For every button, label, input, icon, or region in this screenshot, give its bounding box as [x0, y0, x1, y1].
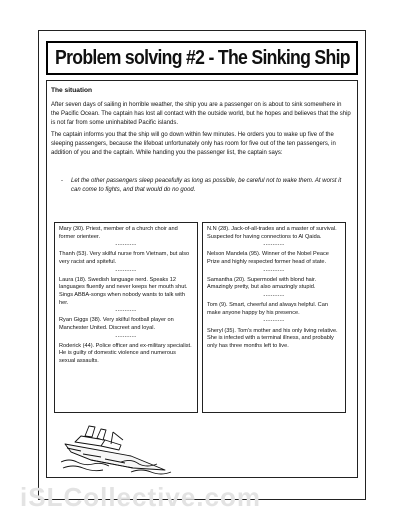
passenger-entry: Mary (30). Priest, member of a church choir and former orienteer.: [59, 226, 178, 240]
passenger-entry: Sheryl (35). Tom's mother and his only living relative. She is infected with a terminal illness, and probably only has three months left to live.: [207, 327, 338, 349]
passenger-entry: Ryan Giggs (38). Very skilful football player on Manchester United. Discreet and loyal.: [59, 317, 174, 331]
title-box: [46, 41, 358, 75]
section-heading: The situation: [51, 87, 93, 94]
watermark: iSLCollective.com: [20, 482, 261, 512]
situation-paragraph-2: The captain informs you that the ship will go down within few minutes. He orders you to wake up five of the sleeping passengers, because the lifeboat unfortunately only has room for five out of the ten passengers, in addition of you and the captain. While handing you the passenger list, the captain says:: [51, 132, 336, 156]
passenger-entry: Samantha (20). Supermodel with blond hair. Amazingly pretty, but also amazingly stupid.: [207, 276, 317, 291]
separator: ---------: [115, 242, 137, 249]
passenger-entry: Laura (18). Swedish language nerd. Speaks 12 languages fluently and never keeps her mouth shut. Sings ABBA-songs when nobody wants to talk with her.: [59, 276, 188, 306]
page-title: Problem solving #2 - The Sinking Ship: [54, 46, 350, 69]
passenger-entry: Tom (9). Smart, cheerful and always helpful. Can make anyone happy by his presence.: [207, 302, 328, 316]
passenger-entry: Thanh (53). Very skilful nurse from Vietnam, but also very racist and spiteful.: [59, 251, 190, 265]
separator: ---------: [115, 333, 137, 340]
separator: ---------: [263, 242, 285, 249]
separator: ---------: [263, 292, 285, 299]
separator: ---------: [115, 267, 137, 274]
passenger-list-right: [202, 222, 346, 413]
separator: ---------: [115, 308, 137, 315]
passenger-entry: Roderick (44). Police officer and ex-military specialist. He is guilty of domestic violence and numerous sexual assaults.: [59, 342, 192, 364]
passenger-list-left: [54, 222, 198, 413]
quote-dash: -: [61, 178, 63, 184]
separator: ---------: [263, 318, 285, 325]
passenger-entry: N.N (28). Jack-of-all-trades and a master of survival. Suspected for having connections to Al Qaida.: [207, 226, 337, 240]
sinking-ship-illustration: [61, 418, 173, 476]
captain-quote: [61, 177, 345, 195]
situation-paragraph-1: After seven days of sailing in horrible weather, the ship you are a passenger on is about to sink somewhere in the Pacific Ocean. The captain has lost all contact with the outside world, but he hopes and believes that the ship is not far from some uninhabited Pacific islands.: [51, 102, 351, 126]
passenger-entry: Nelson Mandela (95). Winner of the Nobel Peace Prize and highly respected former head of state.: [207, 251, 329, 265]
quote-text: Let the other passengers sleep peacefully as long as possible, be careful not to wake them. At worst it can come to fights, and that would do no good.: [71, 178, 342, 193]
separator: ---------: [263, 267, 285, 274]
